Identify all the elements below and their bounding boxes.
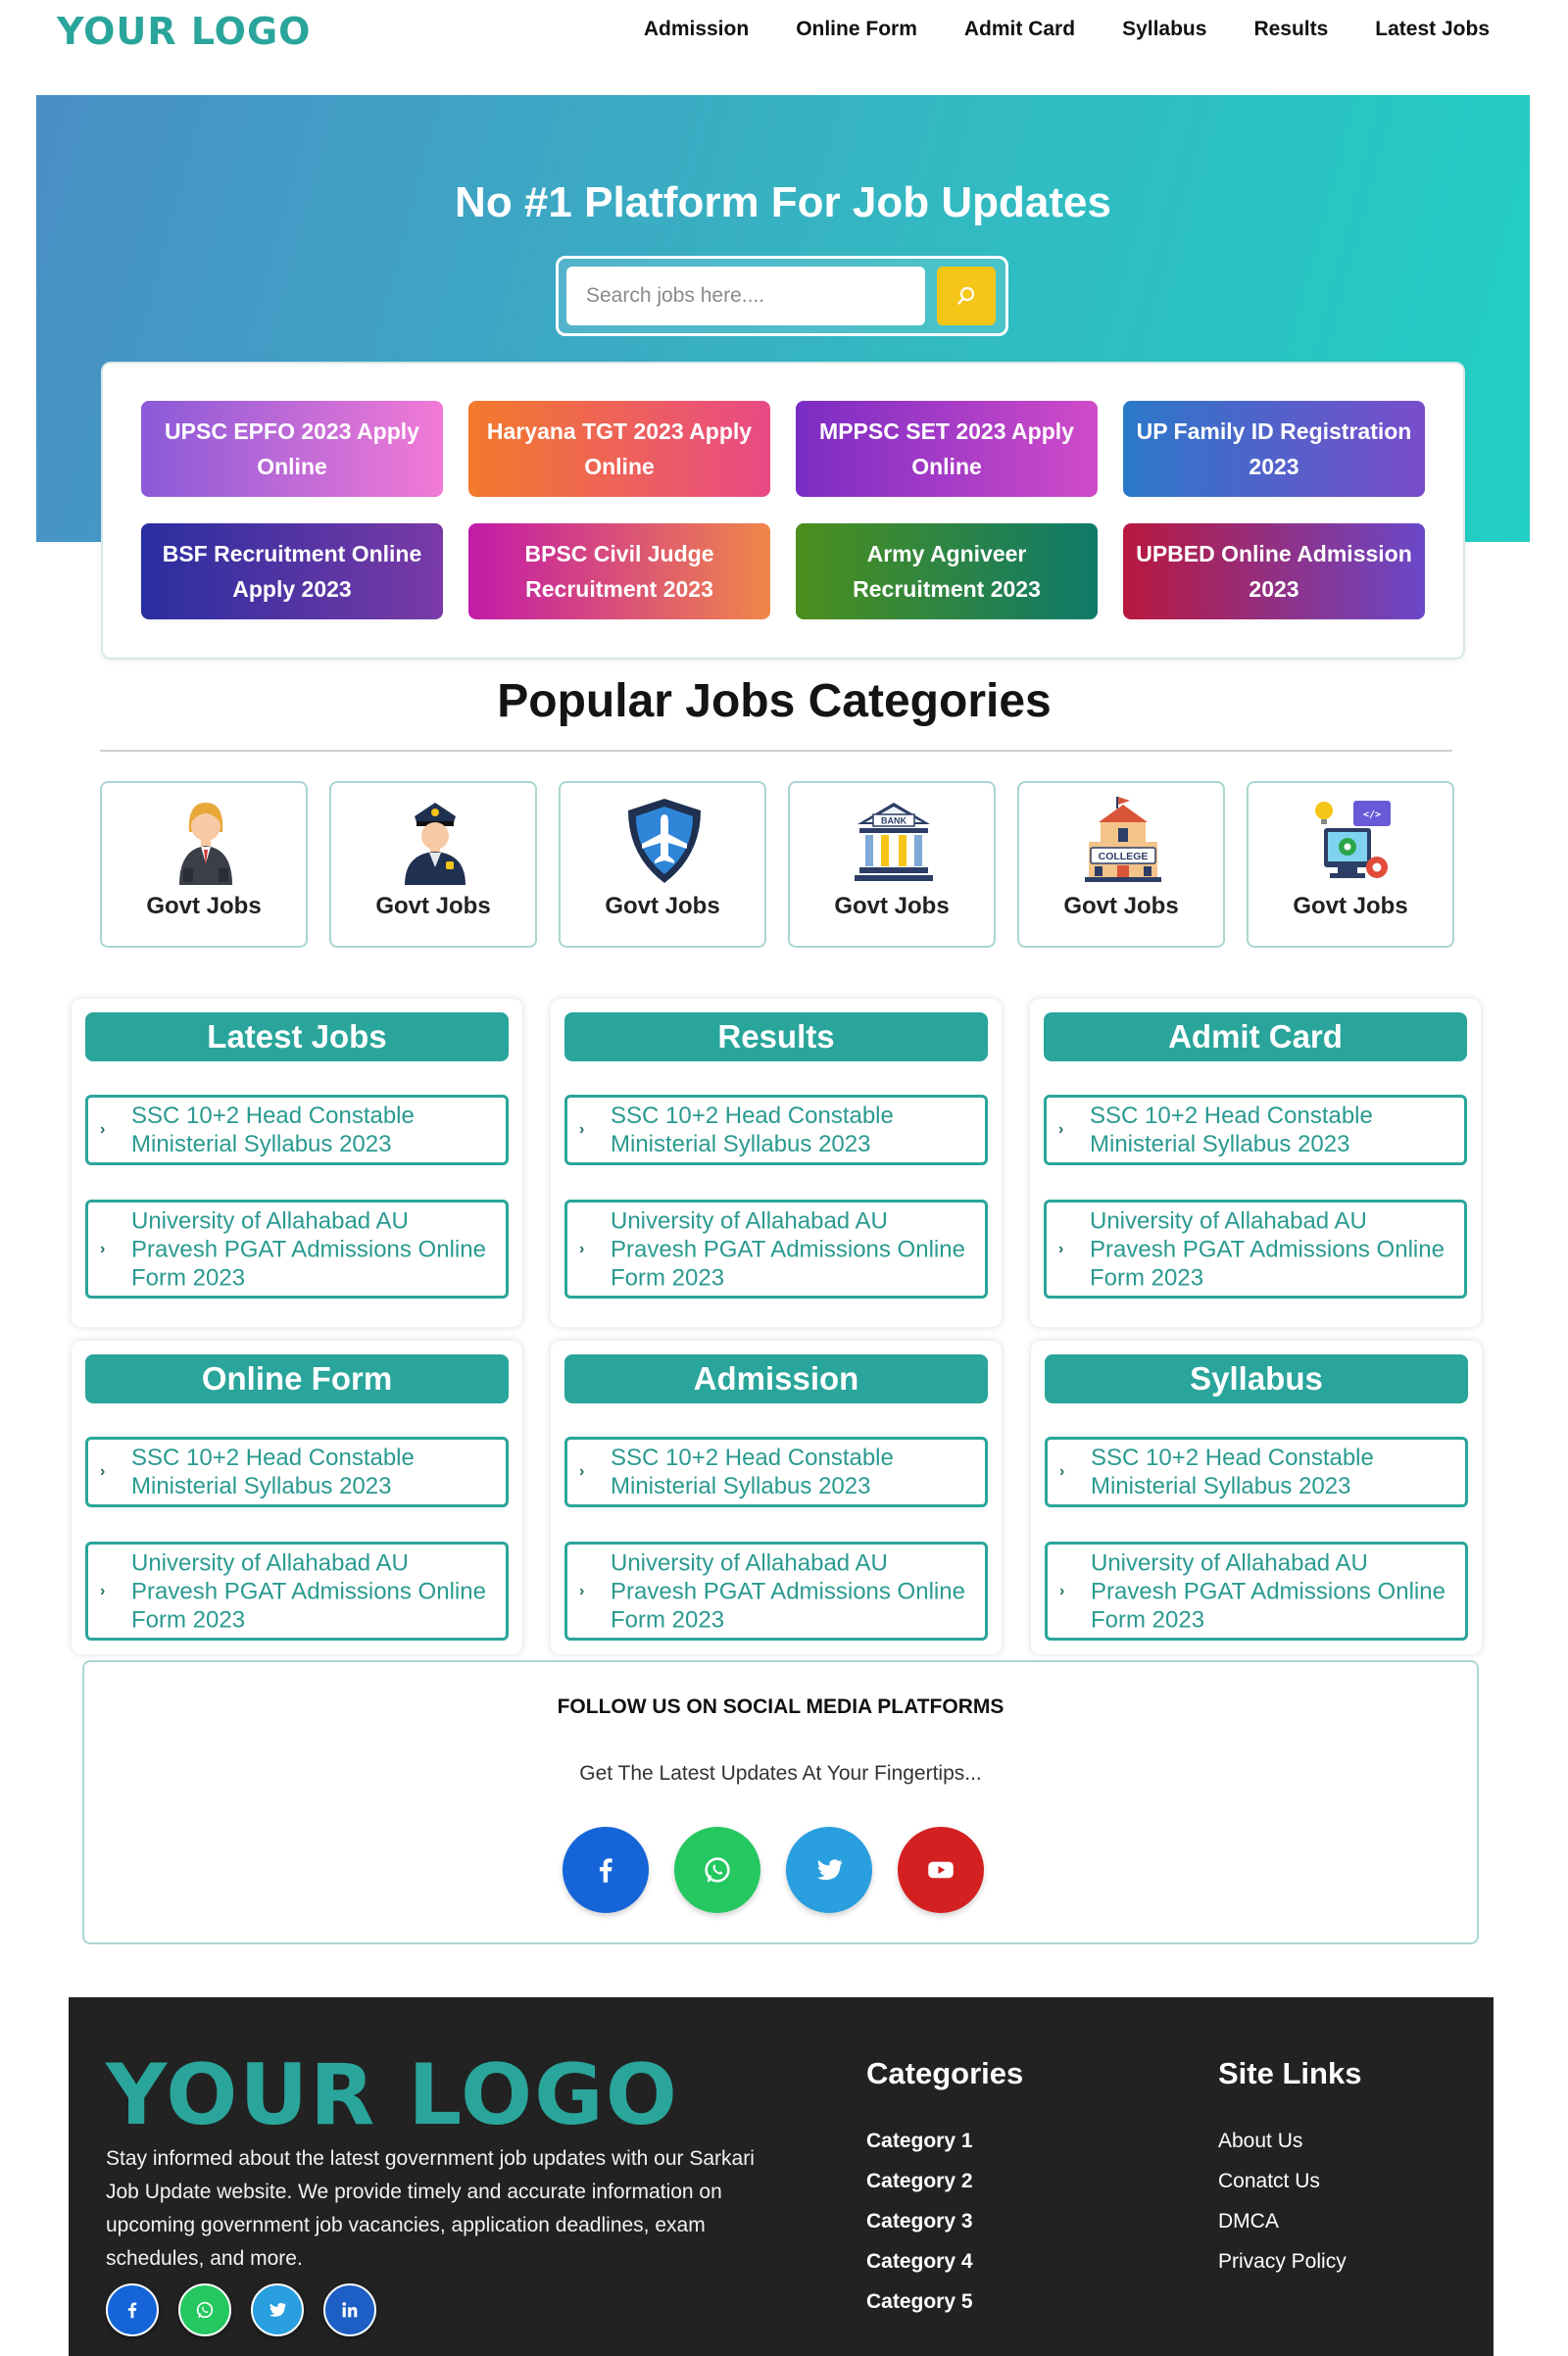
- footer-social-icons: [106, 2283, 376, 2336]
- search-input[interactable]: [566, 267, 925, 325]
- facebook-icon: [122, 2299, 143, 2321]
- quick-link-army-agniveer[interactable]: Army Agniveer Recruitment 2023: [796, 523, 1098, 619]
- category-label: Govt Jobs: [605, 893, 720, 919]
- job-link-text: SSC 10+2 Head Constable Ministerial Syllabus 2023: [131, 1445, 415, 1499]
- quick-link-up-family-id[interactable]: UP Family ID Registration 2023: [1123, 401, 1425, 497]
- chevron-right-icon: ›: [579, 1582, 585, 1599]
- twitter-icon: [811, 1852, 847, 1888]
- chevron-right-icon: ›: [100, 1463, 106, 1480]
- svg-text:BANK: BANK: [881, 815, 906, 826]
- job-link[interactable]: [85, 1200, 509, 1299]
- whatsapp-button[interactable]: [674, 1827, 760, 1913]
- youtube-button[interactable]: [898, 1827, 984, 1913]
- category-card[interactable]: [1017, 781, 1225, 948]
- job-link-text: SSC 10+2 Head Constable Ministerial Syllabus 2023: [611, 1103, 894, 1157]
- panel-title[interactable]: Results: [564, 1012, 988, 1061]
- job-link-text: SSC 10+2 Head Constable Ministerial Syllabus 2023: [1091, 1445, 1374, 1499]
- chevron-right-icon: ›: [100, 1582, 106, 1599]
- job-link-text: University of Allahabad AU Pravesh PGAT Admissions Online Form 2023: [1090, 1207, 1445, 1291]
- footer-about-link[interactable]: About Us: [1218, 2130, 1303, 2152]
- chevron-right-icon: ›: [100, 1240, 106, 1257]
- social-title: FOLLOW US ON SOCIAL MEDIA PLATFORMS: [557, 1695, 1004, 1718]
- social-icons: [563, 1827, 984, 1913]
- footer-categories: [866, 2056, 1023, 2322]
- social-subtitle: Get The Latest Updates At Your Fingertips...: [579, 1762, 982, 1785]
- panel-title[interactable]: Syllabus: [1045, 1354, 1468, 1403]
- chevron-right-icon: ›: [579, 1121, 585, 1138]
- twitter-button[interactable]: [786, 1827, 872, 1913]
- job-link[interactable]: [85, 1095, 509, 1165]
- panel-title[interactable]: Admission: [564, 1354, 988, 1403]
- footer-category-link[interactable]: Category 3: [866, 2210, 973, 2233]
- job-link-text: University of Allahabad AU Pravesh PGAT Admissions Online Form 2023: [131, 1549, 486, 1633]
- site-logo[interactable]: YOUR LOGO: [57, 10, 312, 53]
- panel-admission: [551, 1341, 1002, 1654]
- category-card[interactable]: [1247, 781, 1454, 948]
- footer-sitelinks-title: Site Links: [1218, 2056, 1362, 2090]
- footer-facebook-button[interactable]: [106, 2283, 159, 2336]
- chevron-right-icon: ›: [579, 1463, 585, 1480]
- category-label: Govt Jobs: [1063, 893, 1179, 919]
- footer-category-link[interactable]: Category 1: [866, 2130, 973, 2152]
- panel-admit-card: [1030, 999, 1481, 1327]
- search-button[interactable]: [937, 267, 996, 325]
- police-officer-icon: [391, 795, 479, 888]
- panel-results: [551, 999, 1002, 1327]
- facebook-button[interactable]: [563, 1827, 649, 1913]
- quick-link-bsf-recruitment[interactable]: BSF Recruitment Online Apply 2023: [141, 523, 443, 619]
- category-card[interactable]: [100, 781, 308, 948]
- footer-twitter-button[interactable]: [251, 2283, 304, 2336]
- job-link[interactable]: [564, 1200, 988, 1299]
- footer-linkedin-button[interactable]: [323, 2283, 376, 2336]
- job-link[interactable]: [564, 1542, 988, 1641]
- linkedin-icon: [339, 2299, 361, 2321]
- chevron-right-icon: ›: [1058, 1121, 1064, 1138]
- footer-site-links: [1218, 2056, 1361, 2282]
- nav-admission[interactable]: Admission: [643, 18, 750, 40]
- panel-title[interactable]: Latest Jobs: [85, 1012, 509, 1061]
- nav-online-form[interactable]: Online Form: [796, 18, 917, 40]
- panel-latest-jobs: [72, 999, 522, 1327]
- category-label: Govt Jobs: [1293, 893, 1408, 919]
- search-icon: [956, 285, 977, 307]
- job-link[interactable]: [1044, 1095, 1467, 1165]
- nav-results[interactable]: Results: [1253, 18, 1329, 40]
- twitter-icon: [266, 2298, 289, 2322]
- category-label: Govt Jobs: [834, 893, 950, 919]
- footer-about-text: Stay informed about the latest government job updates with our Sarkari Job Update website. We provide timely and accurate information on upcoming government job vacancies, application deadlines, exam schedules, and more.: [106, 2147, 755, 2270]
- job-link-text: SSC 10+2 Head Constable Ministerial Syllabus 2023: [131, 1103, 415, 1157]
- college-icon: [1079, 795, 1167, 888]
- site-header: [0, 0, 1568, 63]
- woman-officer-icon: [162, 795, 250, 888]
- site-footer: [69, 1997, 1494, 2356]
- job-link-text: SSC 10+2 Head Constable Ministerial Syllabus 2023: [611, 1445, 894, 1499]
- job-link-text: University of Allahabad AU Pravesh PGAT Admissions Online Form 2023: [611, 1207, 965, 1291]
- job-link-text: University of Allahabad AU Pravesh PGAT Admissions Online Form 2023: [131, 1207, 486, 1291]
- chevron-right-icon: ›: [579, 1240, 585, 1257]
- quick-links-card: [101, 362, 1465, 660]
- quick-link-mppsc-set[interactable]: MPPSC SET 2023 Apply Online: [796, 401, 1098, 497]
- footer-whatsapp-button[interactable]: [178, 2283, 231, 2336]
- job-link[interactable]: [564, 1437, 988, 1507]
- airforce-shield-icon: [620, 795, 709, 888]
- chevron-right-icon: ›: [1058, 1240, 1064, 1257]
- job-link-text: University of Allahabad AU Pravesh PGAT Admissions Online Form 2023: [611, 1549, 965, 1633]
- chevron-right-icon: ›: [1059, 1582, 1065, 1599]
- quick-link-haryana-tgt[interactable]: Haryana TGT 2023 Apply Online: [468, 401, 770, 497]
- panel-online-form: [72, 1341, 522, 1654]
- job-link[interactable]: [1044, 1200, 1467, 1299]
- quick-link-upsc-epfo[interactable]: UPSC EPFO 2023 Apply Online: [141, 401, 443, 497]
- facebook-icon: [589, 1853, 622, 1887]
- footer-category-link[interactable]: Category 5: [866, 2290, 973, 2313]
- footer-dmca-link[interactable]: DMCA: [1218, 2210, 1279, 2233]
- categories-divider: [100, 750, 1452, 752]
- footer-categories-title: Categories: [866, 2056, 1024, 2090]
- search-box: [556, 256, 1008, 336]
- panel-syllabus: [1031, 1341, 1482, 1654]
- tech-developer-icon: [1308, 795, 1396, 888]
- job-link-text: University of Allahabad AU Pravesh PGAT Admissions Online Form 2023: [1091, 1549, 1446, 1633]
- quick-link-bpsc-civil-judge[interactable]: BPSC Civil Judge Recruitment 2023: [468, 523, 770, 619]
- category-card[interactable]: [559, 781, 766, 948]
- categories-title: Popular Jobs Categories: [497, 675, 1052, 727]
- footer-contact-link[interactable]: Conatct Us: [1218, 2170, 1320, 2192]
- footer-category-link[interactable]: Category 2: [866, 2170, 973, 2192]
- chevron-right-icon: ›: [100, 1121, 106, 1138]
- panel-title[interactable]: Admit Card: [1044, 1012, 1467, 1061]
- category-label: Govt Jobs: [146, 893, 262, 919]
- panel-title[interactable]: Online Form: [85, 1354, 509, 1403]
- job-link-text: SSC 10+2 Head Constable Ministerial Syllabus 2023: [1090, 1103, 1373, 1157]
- footer-category-link[interactable]: Category 4: [866, 2250, 973, 2273]
- chevron-right-icon: ›: [1059, 1463, 1065, 1480]
- nav-latest-jobs[interactable]: Latest Jobs: [1375, 18, 1490, 40]
- job-link[interactable]: [85, 1437, 509, 1507]
- category-card[interactable]: [329, 781, 537, 948]
- nav-admit-card[interactable]: Admit Card: [963, 18, 1076, 40]
- job-link[interactable]: [85, 1542, 509, 1641]
- main-nav: [644, 18, 1490, 41]
- whatsapp-icon: [701, 1853, 734, 1887]
- nav-syllabus[interactable]: Syllabus: [1122, 18, 1207, 40]
- hero-title: No #1 Platform For Job Updates: [455, 178, 1111, 226]
- category-card[interactable]: [788, 781, 996, 948]
- footer-logo[interactable]: YOUR LOGO: [106, 2046, 679, 2144]
- svg-text:COLLEGE: COLLEGE: [1098, 851, 1149, 862]
- quick-link-upbed-admission[interactable]: UPBED Online Admission 2023: [1123, 523, 1425, 619]
- footer-privacy-link[interactable]: Privacy Policy: [1218, 2250, 1347, 2273]
- category-label: Govt Jobs: [375, 893, 491, 919]
- bank-icon: [850, 795, 938, 888]
- categories-row: [100, 781, 1454, 948]
- social-follow-box: [82, 1660, 1479, 1944]
- youtube-icon: [923, 1852, 958, 1888]
- job-link[interactable]: [564, 1095, 988, 1165]
- whatsapp-icon: [194, 2299, 216, 2321]
- job-link[interactable]: [1045, 1437, 1468, 1507]
- svg-text:</>: </>: [1362, 810, 1382, 820]
- job-link[interactable]: [1045, 1542, 1468, 1641]
